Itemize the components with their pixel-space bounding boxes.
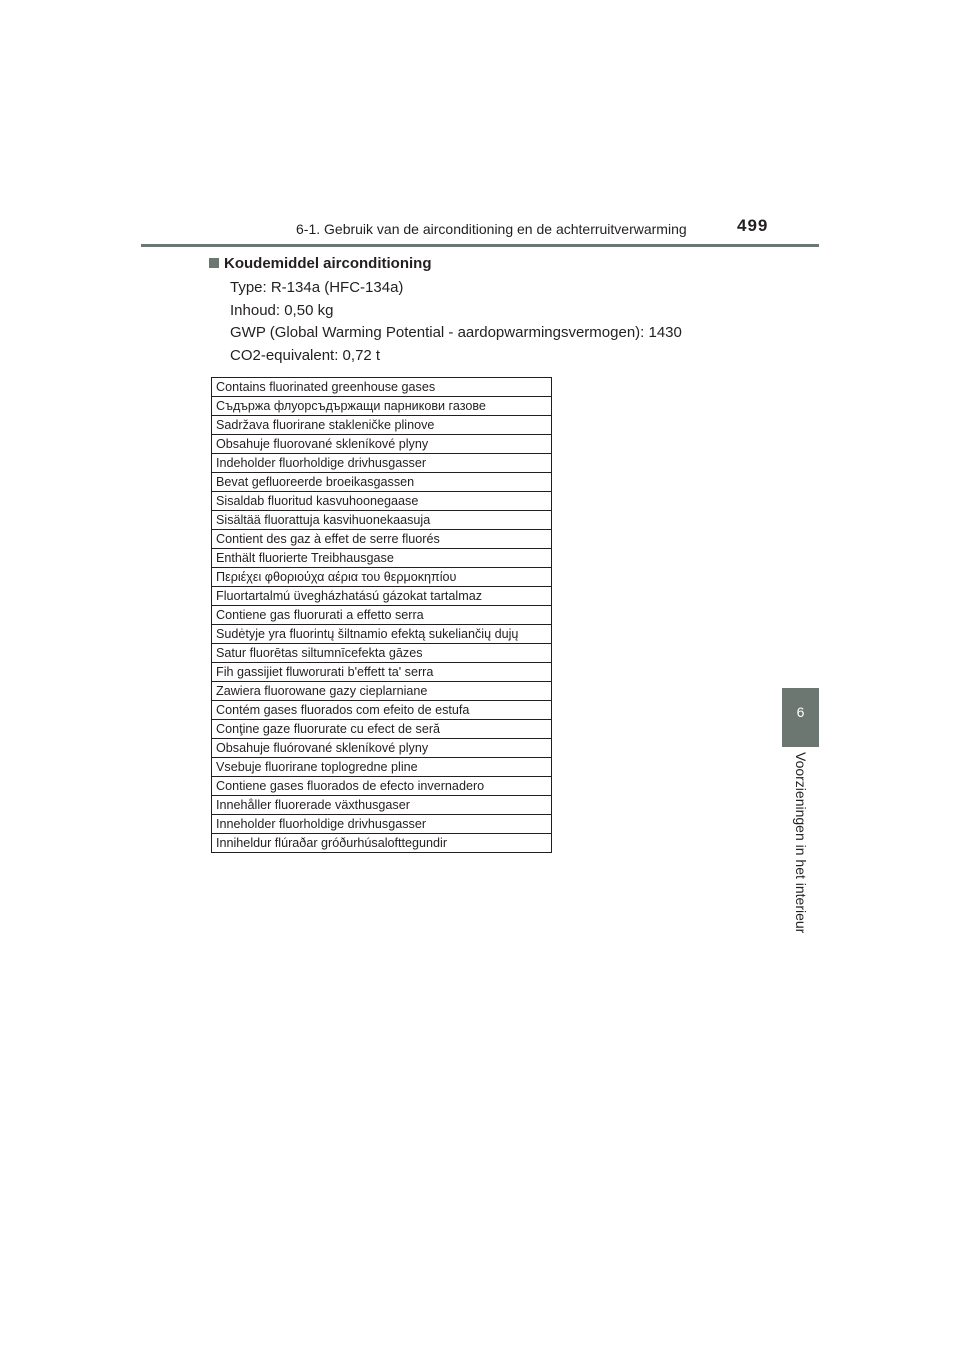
- table-row: [212, 378, 552, 397]
- table-row: [212, 492, 552, 511]
- table-row: [212, 625, 552, 644]
- table-cell: Satur fluorētas siltumnīcefekta gāzes: [212, 644, 552, 663]
- table-cell: Inniheldur flúraðar gróðurhúsalofttegundir: [212, 834, 552, 853]
- table-row: [212, 473, 552, 492]
- table-row: [212, 568, 552, 587]
- spec-type: Type: R-134a (HFC-134a): [230, 279, 404, 296]
- table-cell: Contiene gases fluorados de efecto invernadero: [212, 777, 552, 796]
- table-cell: Съдържа флуорсъдържащи парникови газове: [212, 397, 552, 416]
- table-cell: Contains fluorinated greenhouse gases: [212, 378, 552, 397]
- spec-gwp: GWP (Global Warming Potential - aardopwarmingsvermogen): 1430: [230, 324, 682, 341]
- table-row: [212, 796, 552, 815]
- section-heading: [209, 254, 682, 274]
- chapter-label: Voorzieningen in het interieur: [793, 752, 809, 934]
- table-row: [212, 720, 552, 739]
- table-row: [212, 758, 552, 777]
- table-row: [212, 549, 552, 568]
- table-row: [212, 530, 552, 549]
- table-cell: Sudėtyje yra fluorintų šiltnamio efektą sukeliančių dujų: [212, 625, 552, 644]
- table-row: [212, 815, 552, 834]
- section-heading-text: Koudemiddel airconditioning: [224, 255, 432, 272]
- table-row: [212, 606, 552, 625]
- table-row: [212, 777, 552, 796]
- spec-list: [230, 277, 682, 367]
- table-row: [212, 435, 552, 454]
- table-cell: Inneholder fluorholdige drivhusgasser: [212, 815, 552, 834]
- table-cell: Obsahuje fluorované skleníkové plyny: [212, 435, 552, 454]
- table-cell: Indeholder fluorholdige drivhusgasser: [212, 454, 552, 473]
- table-cell: Contient des gaz à effet de serre fluorés: [212, 530, 552, 549]
- table-row: [212, 511, 552, 530]
- table-row: [212, 416, 552, 435]
- square-bullet-icon: [209, 258, 219, 268]
- page-number: 499: [737, 216, 769, 235]
- table-cell: Sadržava fluorirane stakleničke plinove: [212, 416, 552, 435]
- table-cell: Contiene gas fluorurati a effetto serra: [212, 606, 552, 625]
- table-cell: Fluortartalmú üvegházhatású gázokat tartalmaz: [212, 587, 552, 606]
- table-cell: Enthält fluorierte Treibhausgase: [212, 549, 552, 568]
- table-cell: Contém gases fluorados com efeito de estufa: [212, 701, 552, 720]
- spec-co2-equivalent: CO2-equivalent: 0,72 t: [230, 346, 381, 364]
- table-cell: Conţine gaze fluorurate cu efect de seră: [212, 720, 552, 739]
- table-row: [212, 644, 552, 663]
- table-cell: Fih gassijiet fluworurati b'effett ta' serra: [212, 663, 552, 682]
- chapter-number: 6: [796, 704, 805, 720]
- table-cell: Obsahuje fluórované skleníkové plyny: [212, 739, 552, 758]
- table-cell: Sisältää fluorattuja kasvihuonekaasuja: [212, 511, 552, 530]
- fluorinated-gases-label-table: [211, 377, 552, 853]
- table-row: [212, 587, 552, 606]
- table-row: [212, 834, 552, 853]
- header-divider: [141, 244, 819, 247]
- spec-capacity: Inhoud: 0,50 kg: [230, 301, 334, 319]
- table-row: [212, 739, 552, 758]
- chapter-tab: [782, 688, 819, 747]
- table-cell: Περιέχει φθοριούχα αέρια του θερμοκηπίου: [212, 568, 552, 587]
- table-cell: Sisaldab fluoritud kasvuhoonegaase: [212, 492, 552, 511]
- table-cell: Vsebuje fluorirane toplogredne pline: [212, 758, 552, 777]
- table-row: [212, 454, 552, 473]
- table-row: [212, 397, 552, 416]
- table-row: [212, 682, 552, 701]
- table-row: [212, 663, 552, 682]
- table-row: [212, 701, 552, 720]
- table-cell: Bevat gefluoreerde broeikasgassen: [212, 473, 552, 492]
- running-header-title: 6-1. Gebruik van de airconditioning en de achterruitverwarming: [296, 221, 687, 237]
- table-cell: Zawiera fluorowane gazy cieplarniane: [212, 682, 552, 701]
- refrigerant-section: [209, 254, 682, 367]
- table-cell: Innehåller fluorerade växthusgaser: [212, 796, 552, 815]
